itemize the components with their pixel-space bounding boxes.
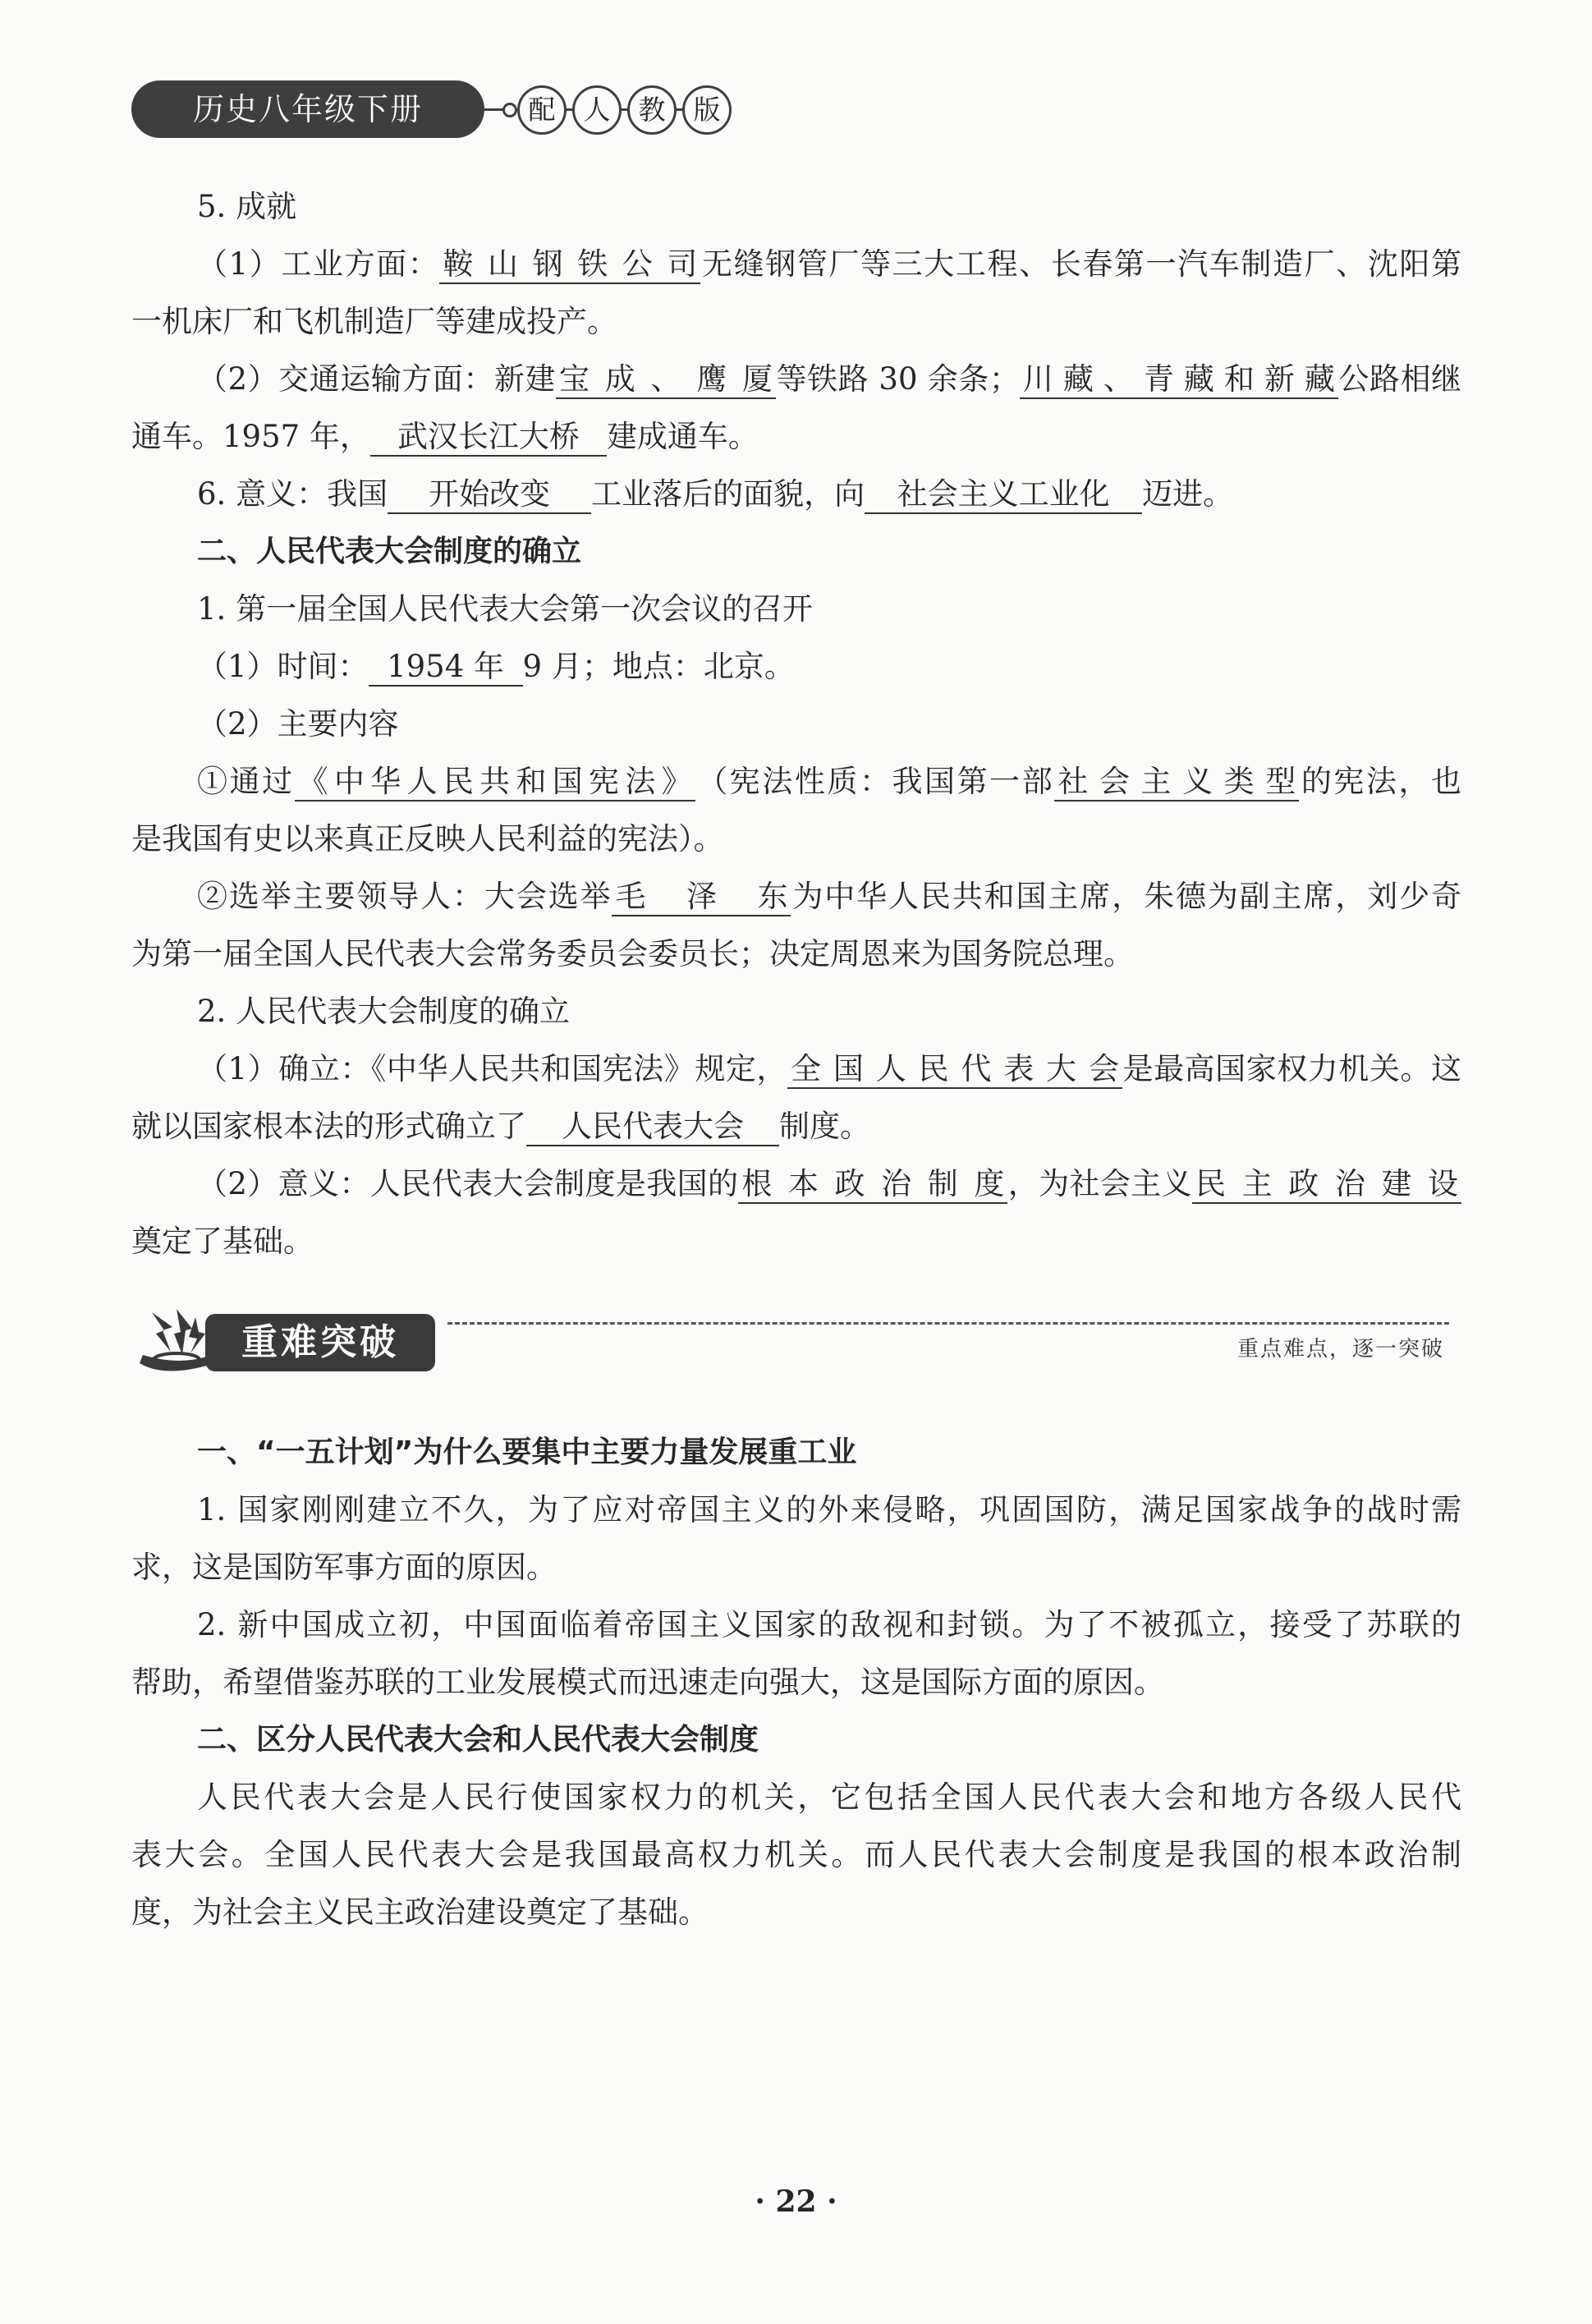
- text-fragment: 5. 成就: [197, 189, 297, 224]
- text-fragment: 就以国家根本法的形式确立了: [131, 1109, 526, 1144]
- text-fragment: 二、区分人民代表大会和人民代表大会制度: [197, 1723, 759, 1757]
- text-fragment: （1）工业方面：: [197, 246, 440, 282]
- edition-char-3: 教: [627, 85, 677, 135]
- fill-in-answer: 鞍山钢铁公司: [439, 246, 700, 284]
- text-fragment: 为第一届全国人民代表大会常务委员会委员长；决定周恩来为国务院总理。: [131, 936, 1134, 971]
- text-line: [197, 877, 1461, 916]
- text-line: [131, 417, 1461, 457]
- text-line: [197, 360, 1461, 399]
- text-line: [197, 590, 1461, 629]
- text-line: [131, 1107, 1461, 1146]
- edition-char-2: 人: [572, 85, 622, 135]
- text-fragment: 公路相继: [1337, 361, 1461, 397]
- section-heading: [197, 1720, 1461, 1760]
- text-fragment: 通车。1957 年，: [131, 419, 370, 454]
- text-line: [131, 935, 1461, 974]
- header-subject-pill: 历史八年级下册: [131, 80, 484, 138]
- section-banner-subtitle: 重点难点，逐一突破: [1236, 1337, 1444, 1362]
- text-line: [197, 1605, 1461, 1645]
- text-line: [131, 820, 1461, 859]
- text-fragment: 是我国有史以来真正反映人民利益的宪法）。: [131, 821, 724, 857]
- text-fragment: 迈进。: [1142, 476, 1234, 512]
- text-fragment: 6. 意义：我国: [197, 476, 388, 512]
- text-line: [197, 187, 1461, 227]
- header-connector-dot: [502, 103, 517, 117]
- banner-divider: [447, 1322, 1449, 1325]
- edition-char-4: 版: [682, 85, 732, 135]
- fill-in-answer: 社会主义类型: [1054, 764, 1299, 801]
- fill-in-answer: 1954 年: [369, 649, 523, 687]
- text-fragment: （2）交通运输方面：新建: [197, 361, 556, 397]
- section-heading: [197, 1433, 1461, 1472]
- text-line: [197, 1778, 1461, 1817]
- text-line: [131, 1893, 1461, 1932]
- fill-in-answer: 民主政治建设: [1192, 1166, 1461, 1204]
- fill-in-answer: 社会主义工业化: [865, 476, 1142, 514]
- text-fragment: 1. 第一届全国人民代表大会第一次会议的召开: [197, 591, 814, 627]
- page-number: · 22 ·: [755, 2184, 837, 2219]
- fill-in-answer: 毛泽东: [612, 879, 791, 916]
- text-line: [131, 1548, 1461, 1587]
- text-line: [197, 762, 1461, 801]
- text-fragment: 工业落后的面貌，向: [591, 476, 865, 512]
- text-line: [131, 1222, 1461, 1261]
- fill-in-answer: 《中华人民共和国宪法》: [295, 764, 695, 801]
- text-fragment: （1）确立：《中华人民共和国宪法》规定，: [197, 1051, 787, 1086]
- text-fragment: 二、人民代表大会制度的确立: [197, 535, 582, 568]
- text-fragment: （宪法性质：我国第一部: [695, 764, 1055, 799]
- section-banner-title: 重难突破: [205, 1314, 435, 1371]
- text-fragment: 的宪法，也: [1299, 764, 1462, 799]
- fill-in-answer: 根本政治制度: [738, 1166, 1007, 1204]
- text-fragment: 一机床厂和飞机制造厂等建成投产。: [131, 304, 617, 339]
- text-fragment: （1）时间：: [197, 649, 369, 684]
- text-fragment: ②选举主要领导人：大会选举: [197, 879, 612, 914]
- section-heading: [197, 532, 1461, 572]
- text-fragment: 人民代表大会是人民行使国家权力的机关，它包括全国人民代表大会和地方各级人民代: [197, 1780, 1461, 1815]
- text-fragment: （2）意义：人民代表大会制度是我国的: [197, 1166, 739, 1201]
- text-fragment: 2. 人民代表大会制度的确立: [197, 994, 571, 1029]
- header-connector-line: [480, 108, 505, 111]
- text-fragment: 2. 新中国成立初，中国面临着帝国主义国家的敌视和封锁。为了不被孤立，接受了苏联的: [197, 1607, 1461, 1642]
- text-line: [197, 1490, 1461, 1530]
- fill-in-answer: 开始改变: [388, 476, 591, 514]
- text-line: [197, 705, 1461, 744]
- text-fragment: ①通过: [197, 764, 295, 799]
- text-fragment: 等铁路 30 余条；: [775, 361, 1020, 397]
- text-fragment: ，为社会主义: [1007, 1166, 1193, 1201]
- text-fragment: 制度。: [779, 1109, 870, 1144]
- text-line: [197, 647, 1461, 687]
- text-fragment: 为中华人民共和国主席，朱德为副主席，刘少奇: [791, 879, 1462, 914]
- text-line: [131, 1663, 1461, 1702]
- fill-in-answer: 川藏、青藏和新藏: [1020, 361, 1338, 399]
- section-banner: [131, 1306, 439, 1380]
- text-fragment: 是最高国家权力机关。这: [1122, 1051, 1461, 1086]
- edition-char-1: 配: [517, 85, 567, 135]
- text-fragment: 度，为社会主义民主政治建设奠定了基础。: [131, 1895, 709, 1930]
- fill-in-answer: 武汉长江大桥: [370, 419, 607, 457]
- fill-in-answer: 全国人民代表大会: [787, 1051, 1122, 1089]
- text-line: [197, 992, 1461, 1031]
- text-fragment: 奠定了基础。: [131, 1224, 314, 1259]
- text-fragment: 建成通车。: [606, 419, 759, 454]
- text-line: [197, 475, 1461, 514]
- text-fragment: 无缝钢管厂等三大工程、长春第一汽车制造厂、沈阳第: [700, 246, 1461, 282]
- text-line: [197, 245, 1461, 284]
- text-fragment: 1. 国家刚刚建立不久，为了应对帝国主义的外来侵略，巩固国防，满足国家战争的战时需: [197, 1492, 1461, 1527]
- text-line: [131, 1835, 1461, 1875]
- text-line: [131, 302, 1461, 342]
- fill-in-answer: 宝成、鹰厦: [556, 361, 776, 399]
- text-fragment: 表大会。全国人民代表大会是我国最高权力机关。而人民代表大会制度是我国的根本政治制: [131, 1837, 1461, 1872]
- text-fragment: 一、“一五计划”为什么要集中主要力量发展重工业: [197, 1435, 857, 1469]
- text-line: [197, 1049, 1461, 1089]
- text-line: [197, 1164, 1461, 1204]
- text-fragment: 求，这是国防军事方面的原因。: [131, 1550, 557, 1585]
- text-fragment: 帮助，希望借鉴苏联的工业发展模式而迅速走向强大，这是国际方面的原因。: [131, 1665, 1164, 1700]
- fill-in-answer: 人民代表大会: [526, 1109, 779, 1146]
- text-fragment: 9 月；地点：北京。: [522, 649, 795, 684]
- text-fragment: （2）主要内容: [197, 706, 399, 742]
